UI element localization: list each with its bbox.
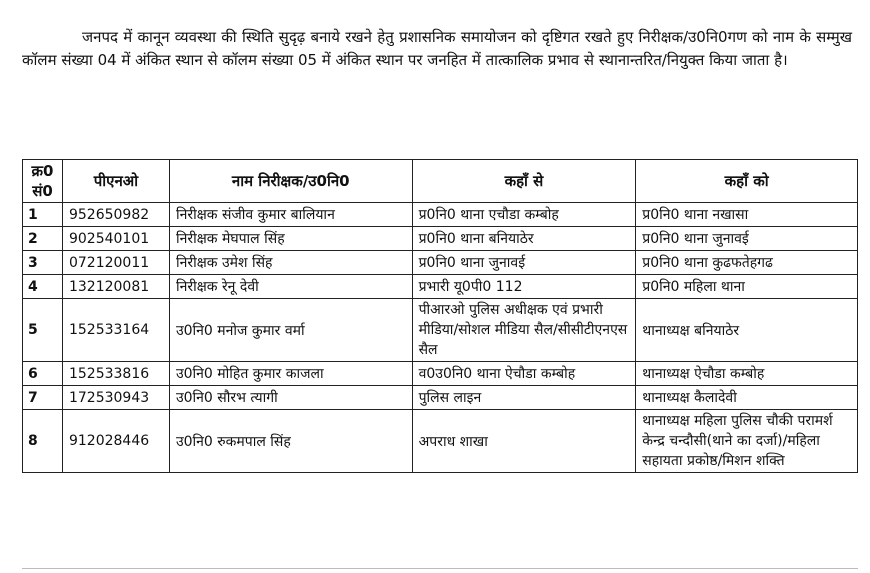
cell-pno: 902540101 — [62, 227, 169, 251]
cell-pno: 912028446 — [62, 410, 169, 473]
table-row — [23, 203, 858, 227]
cell-pno: 132120081 — [62, 275, 169, 299]
cell-serial: 8 — [23, 410, 63, 473]
cell-to: थानाध्यक्ष ऐचौडा कम्बोह — [636, 362, 858, 386]
cell-from: प्र0नि0 थाना बनियाठेर — [412, 227, 636, 251]
cell-serial: 6 — [23, 362, 63, 386]
cell-serial: 3 — [23, 251, 63, 275]
cell-from: प्र0नि0 थाना जुनावई — [412, 251, 636, 275]
table-row — [23, 227, 858, 251]
table-header-row — [23, 160, 858, 203]
cell-name: निरीक्षक उमेश सिंह — [169, 251, 412, 275]
cell-to: प्र0नि0 थाना कुढफतेहगढ — [636, 251, 858, 275]
cell-name: निरीक्षक मेघपाल सिंह — [169, 227, 412, 251]
cell-serial: 1 — [23, 203, 63, 227]
table-row — [23, 386, 858, 410]
cell-from: प्रभारी यू0पी0 112 — [412, 275, 636, 299]
cell-name: उ0नि0 मनोज कुमार वर्मा — [169, 299, 412, 362]
intro-paragraph: जनपद में कानून व्यवस्था की स्थिति सुदृढ़ बनाये रखने हेतु प्रशासनिक समायोजन को दृष्टिगत रखते हुए निरीक्षक/उ0नि0गण को नाम के सम्मुख कॉलम संख्या 04 में अंकित स्थान से कॉलम संख्या 05 में अंकित स्थान पर जनहित में तात्कालिक प्रभाव से स्थानान्तरित/नियुक्त किया जाता है। — [22, 28, 852, 69]
table-row — [23, 362, 858, 386]
cell-to: प्र0नि0 थाना जुनावई — [636, 227, 858, 251]
cell-pno: 072120011 — [62, 251, 169, 275]
cell-from: व0उ0नि0 थाना ऐचौडा कम्बोह — [412, 362, 636, 386]
cell-to: थानाध्यक्ष महिला पुलिस चौकी परामर्श केन्द्र चन्दौसी(थाने का दर्जा)/महिला सहायता प्रकोष्ठ/मिशन शक्ति — [636, 410, 858, 473]
cell-serial: 2 — [23, 227, 63, 251]
header-to: कहाँ को — [636, 160, 858, 203]
table-row — [23, 410, 858, 473]
cell-to: थानाध्यक्ष कैलादेवी — [636, 386, 858, 410]
table-row — [23, 275, 858, 299]
cell-from: अपराध शाखा — [412, 410, 636, 473]
cell-from: प्र0नि0 थाना एचौडा कम्बोह — [412, 203, 636, 227]
header-serial: क्र0 सं0 — [23, 160, 63, 203]
cell-to: प्र0नि0 थाना नखासा — [636, 203, 858, 227]
cell-to: प्र0नि0 महिला थाना — [636, 275, 858, 299]
table-row — [23, 299, 858, 362]
header-name: नाम निरीक्षक/उ0नि0 — [169, 160, 412, 203]
cell-name: उ0नि0 सौरभ त्यागी — [169, 386, 412, 410]
cell-serial: 4 — [23, 275, 63, 299]
page-bottom-divider — [22, 568, 858, 569]
transfer-table — [22, 159, 858, 473]
cell-name: उ0नि0 मोहित कुमार काजला — [169, 362, 412, 386]
header-from: कहाँ से — [412, 160, 636, 203]
header-pno: पीएनओ — [62, 160, 169, 203]
cell-pno: 952650982 — [62, 203, 169, 227]
table-row — [23, 251, 858, 275]
cell-name: निरीक्षक संजीव कुमार बालियान — [169, 203, 412, 227]
cell-name: निरीक्षक रेनू देवी — [169, 275, 412, 299]
cell-from: पुलिस लाइन — [412, 386, 636, 410]
cell-serial: 7 — [23, 386, 63, 410]
cell-name: उ0नि0 रुकमपाल सिंह — [169, 410, 412, 473]
cell-to: थानाध्यक्ष बनियाठेर — [636, 299, 858, 362]
order-intro — [22, 26, 852, 72]
cell-serial: 5 — [23, 299, 63, 362]
cell-pno: 172530943 — [62, 386, 169, 410]
cell-pno: 152533164 — [62, 299, 169, 362]
cell-pno: 152533816 — [62, 362, 169, 386]
cell-from: पीआरओ पुलिस अधीक्षक एवं प्रभारी मीडिया/सोशल मीडिया सैल/सीसीटीएनएस सैल — [412, 299, 636, 362]
